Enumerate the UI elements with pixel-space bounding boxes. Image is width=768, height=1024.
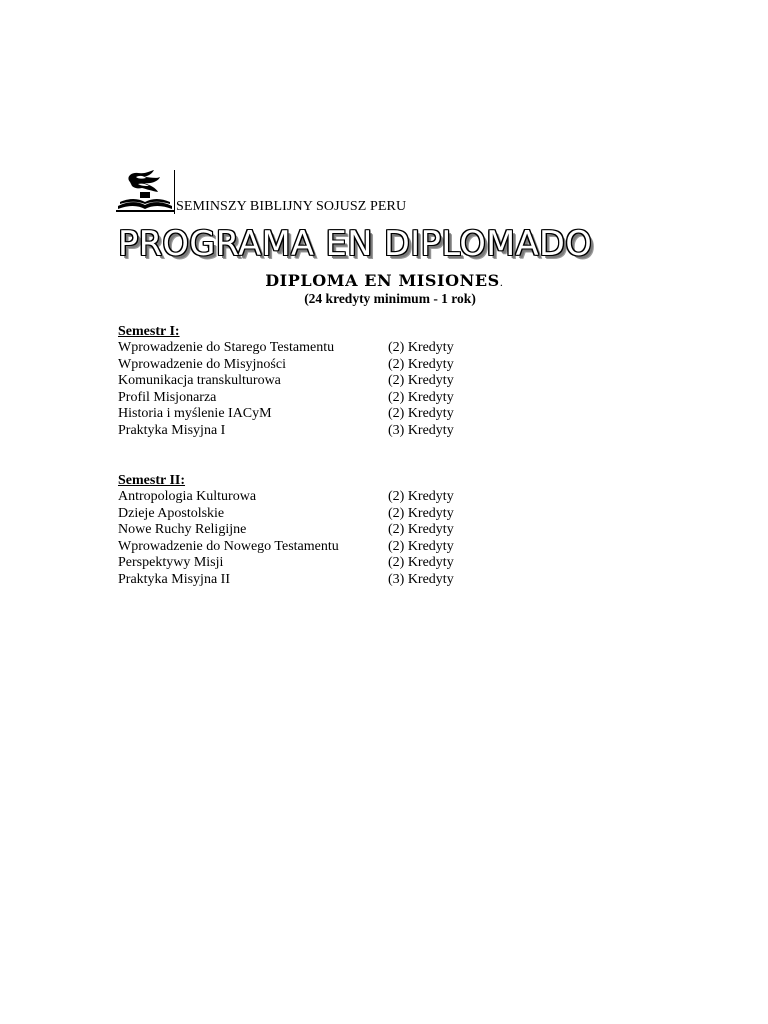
course-row bbox=[118, 522, 478, 539]
course-name: Antropologia Kulturowa bbox=[118, 489, 257, 504]
course-row bbox=[118, 423, 478, 440]
course-row bbox=[118, 572, 478, 589]
course-row bbox=[118, 506, 478, 523]
course-credits: (2) Kredyty bbox=[388, 356, 454, 372]
course-row bbox=[118, 406, 478, 423]
course-credits: (2) Kredyty bbox=[388, 373, 454, 389]
course-name: Praktyka Misyjna II bbox=[118, 571, 230, 587]
program-title: PROGRAMA EN DIPLOMADO bbox=[118, 224, 593, 263]
course-credits: (2) Kredyty bbox=[388, 340, 454, 355]
seminary-name: SEMINSZY BIBLIJNY SOJUSZ PERU bbox=[176, 199, 407, 214]
course-credits: (3) Kredyty bbox=[388, 422, 454, 438]
course-row bbox=[118, 390, 478, 407]
course-name: Wprowadzenie do Misyjności bbox=[118, 356, 286, 372]
course-credits: (3) Kredyty bbox=[388, 571, 454, 587]
semester-heading: Semestr II: bbox=[118, 473, 186, 488]
credits-requirement: (24 kredyty minimum - 1 rok) bbox=[304, 291, 476, 306]
course-credits: (2) Kredyty bbox=[388, 555, 454, 571]
course-name: Komunikacja transkulturowa bbox=[118, 373, 281, 389]
course-row bbox=[118, 489, 478, 506]
course-name: Historia i myślenie IACyM bbox=[118, 406, 272, 422]
course-row bbox=[118, 340, 478, 357]
course-row bbox=[118, 539, 478, 556]
course-name: Praktyka Misyjna I bbox=[118, 422, 226, 438]
diploma-title-text: DIPLOMA EN MISIONES bbox=[265, 271, 500, 290]
course-row bbox=[118, 555, 478, 572]
course-name: Dzieje Apostolskie bbox=[118, 505, 225, 521]
semester-heading: Semestr I: bbox=[118, 324, 180, 339]
open-book-with-flame-icon bbox=[116, 168, 174, 214]
course-name: Profil Misjonarza bbox=[118, 389, 217, 405]
diploma-title-punct: . bbox=[499, 275, 503, 289]
course-credits: (2) Kredyty bbox=[388, 389, 454, 405]
course-name: Wprowadzenie do Nowego Testamentu bbox=[118, 538, 339, 554]
course-name: Perspektywy Misji bbox=[118, 555, 224, 571]
course-name: Nowe Ruchy Religijne bbox=[118, 522, 247, 538]
course-row bbox=[118, 373, 478, 390]
course-credits: (2) Kredyty bbox=[388, 538, 454, 554]
course-name: Wprowadzenie do Starego Testamentu bbox=[118, 340, 335, 355]
course-credits: (2) Kredyty bbox=[388, 505, 454, 521]
semester-2-section bbox=[118, 472, 478, 589]
course-credits: (2) Kredyty bbox=[388, 522, 454, 538]
course-credits: (2) Kredyty bbox=[388, 489, 454, 504]
logo-divider bbox=[174, 170, 175, 214]
course-credits: (2) Kredyty bbox=[388, 406, 454, 422]
course-row bbox=[118, 357, 478, 374]
semester-1-section bbox=[118, 323, 478, 440]
